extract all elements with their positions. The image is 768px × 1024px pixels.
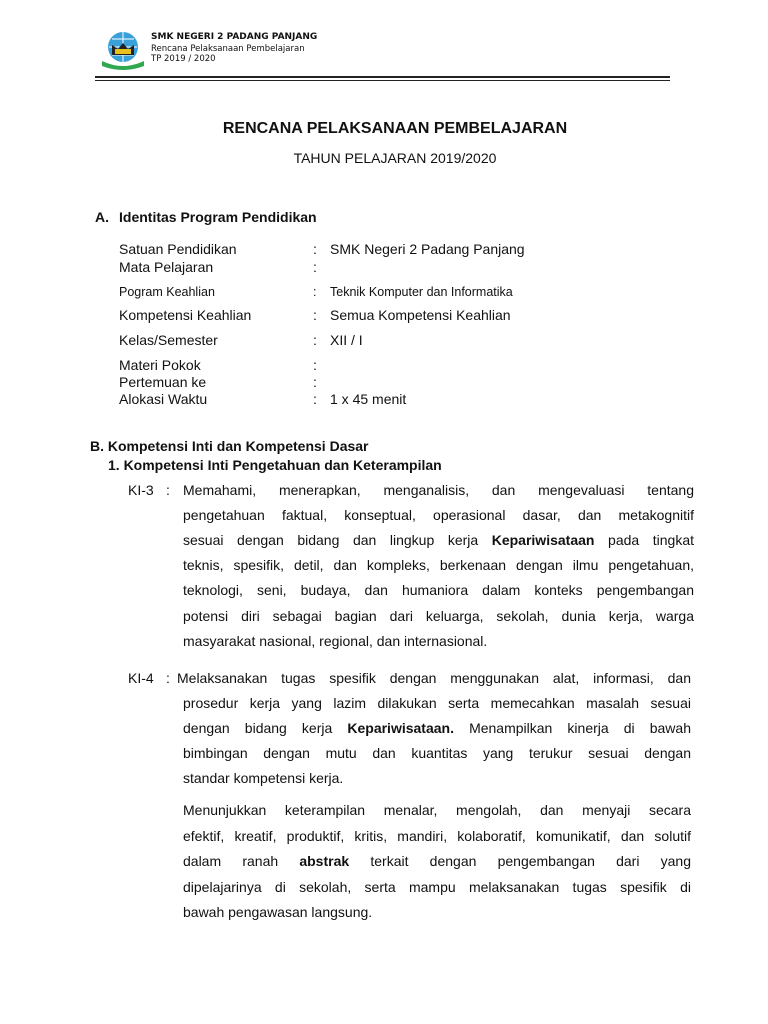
line-text: potensi diri sebagai bagian dari keluarga, sekolah, dunia kerja, warga [183, 608, 694, 624]
ki4-colon: : [166, 670, 170, 686]
paragraph-line [183, 769, 691, 787]
line-text: pada tingkat [594, 532, 694, 548]
line-text: dalam ranah [183, 853, 300, 869]
identity-label: Mata Pelajaran [119, 259, 214, 275]
page-subtitle: TAHUN PELAJARAN 2019/2020 [293, 150, 497, 166]
identity-label: Materi Pokok [119, 357, 201, 373]
line-text: terkait dengan pengembangan dari yang [349, 853, 691, 869]
identity-value: 1 x 45 menit [330, 391, 407, 407]
page-title: RENCANA PELAKSANAAN PEMBELAJARAN [222, 120, 568, 137]
line-text: pengetahuan faktual, konseptual, operasional dasar, dan metakognitif [183, 507, 694, 523]
line-text: efektif, kreatif, produktif, kritis, mandiri, kolaboratif, komunikatif, dan solutif [183, 828, 691, 844]
paragraph-line [183, 852, 691, 870]
ki4-label: KI-4 [128, 670, 154, 686]
identity-value: Teknik Komputer dan Informatika [330, 285, 513, 299]
paragraph-line [183, 694, 691, 712]
paragraph-line [183, 506, 694, 524]
paragraph-line [183, 744, 691, 762]
line-text: Menunjukkan keterampilan menalar, mengolah, dan menyaji secara [183, 802, 691, 818]
paragraph-line [183, 607, 694, 625]
paragraph-line [183, 632, 694, 650]
identity-value: Semua Kompetensi Keahlian [330, 307, 511, 323]
identity-colon: : [313, 285, 317, 299]
header-rule-thin [95, 80, 670, 81]
line-text: bimbingan dengan mutu dan kuantitas yang terukur sesuai dengan [183, 745, 691, 761]
line-text: Menampilkan kinerja di bawah [453, 720, 691, 736]
header-school: SMK NEGERI 2 PADANG PANJANG [151, 32, 318, 42]
paragraph-line [183, 531, 694, 549]
bold-term: Kepariwisataan [491, 532, 595, 548]
school-logo-icon [100, 30, 146, 70]
ki3-colon: : [166, 482, 170, 498]
identity-value: XII / I [330, 332, 363, 348]
line-text: dipelajarinya di sekolah, serta mampu melaksanakan tugas spesifik di [183, 879, 691, 895]
identity-colon: : [313, 357, 317, 373]
line-text: teknis, spesifik, detil, dan kompleks, berkenaan dengan ilmu pengetahuan, [183, 557, 694, 573]
line-text: Melaksanakan tugas spesifik dengan menggunakan alat, informasi, dan [177, 670, 691, 686]
ki3-label: KI-3 [128, 482, 154, 498]
section-a-title: Identitas Program Pendidikan [119, 209, 317, 225]
line-text: standar kompetensi kerja. [183, 770, 344, 786]
paragraph-line [183, 481, 694, 499]
paragraph-line [183, 903, 691, 921]
bold-term: abstrak [299, 853, 350, 869]
identity-value: SMK Negeri 2 Padang Panjang [330, 241, 525, 257]
identity-label: Alokasi Waktu [119, 391, 208, 407]
header-rule [95, 76, 670, 78]
paragraph-line [183, 801, 691, 819]
section-b-subtitle: 1. Kompetensi Inti Pengetahuan dan Keterampilan [108, 457, 442, 473]
paragraph-line [183, 556, 694, 574]
identity-colon: : [313, 391, 317, 407]
identity-colon: : [313, 259, 317, 275]
line-text: teknologi, seni, budaya, dan humaniora dalam konteks pengembangan [183, 582, 694, 598]
identity-label: Pertemuan ke [119, 374, 207, 390]
line-text: bawah pengawasan langsung. [183, 904, 373, 920]
identity-colon: : [313, 241, 317, 257]
header-year: TP 2019 / 2020 [151, 54, 216, 64]
line-text: sesuai dengan bidang dan lingkup kerja [183, 532, 492, 548]
paragraph-line [183, 827, 691, 845]
line-text: masyarakat nasional, regional, dan internasional. [183, 633, 488, 649]
bold-term: Kepariwisataan. [347, 720, 454, 736]
section-a-letter: A. [95, 209, 109, 225]
paragraph-line [183, 719, 691, 737]
section-b-title: B. Kompetensi Inti dan Kompetensi Dasar [90, 438, 369, 454]
identity-label: Kompetensi Keahlian [119, 307, 252, 323]
paragraph-line [177, 669, 691, 687]
identity-colon: : [313, 332, 317, 348]
line-text: Memahami, menerapkan, menganalisis, dan mengevaluasi tentang [183, 482, 694, 498]
identity-colon: : [313, 307, 317, 323]
paragraph-line [183, 581, 694, 599]
identity-colon: : [313, 374, 317, 390]
identity-label: Satuan Pendidikan [119, 241, 237, 257]
identity-label: Pogram Keahlian [119, 285, 215, 299]
header-doc: Rencana Pelaksanaan Pembelajaran [151, 44, 305, 54]
line-text: dengan bidang kerja [183, 720, 348, 736]
identity-label: Kelas/Semester [119, 332, 218, 348]
paragraph-line [183, 878, 691, 896]
line-text: prosedur kerja yang lazim dilakukan serta memecahkan masalah sesuai [183, 695, 691, 711]
